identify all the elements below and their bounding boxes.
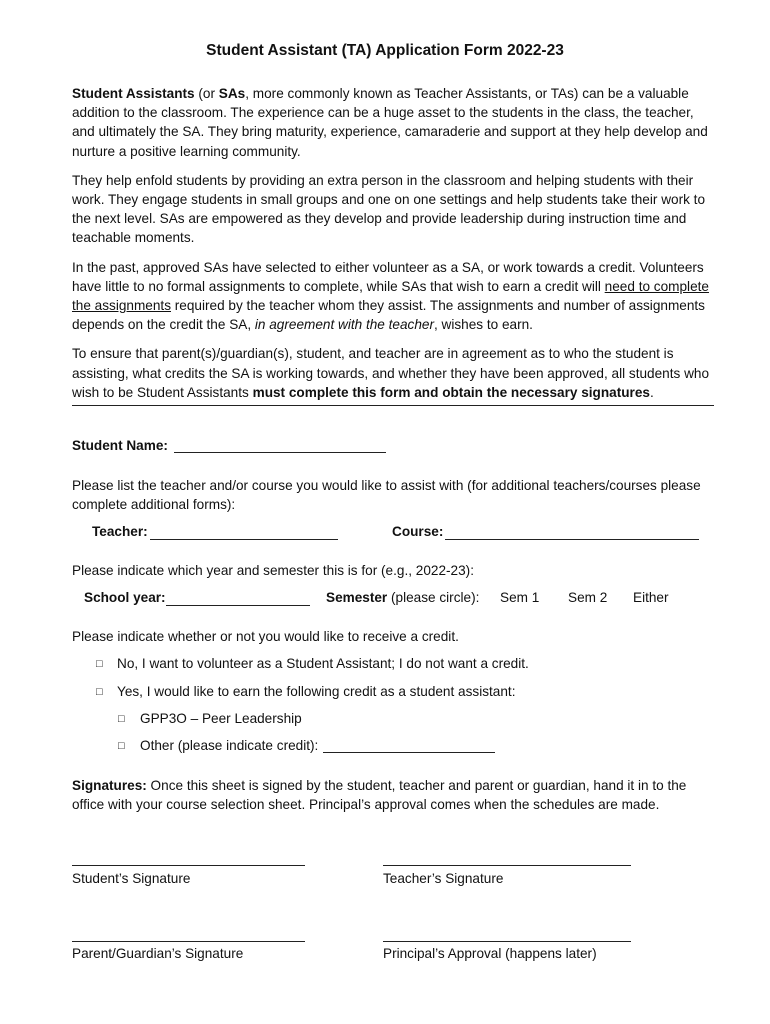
intro-paragraph-1	[72, 84, 712, 161]
intro-paragraph-2: They help enfold students by providing an extra person in the classroom and helping students with their work. They engage students in small groups and one on one settings and help students take their work to the next level. SAs are empowered as they develop and provide leadership during instruction time and teachable moments.	[72, 172, 706, 246]
semester-label-bold: Semester	[326, 590, 388, 605]
credit-instructions: Please indicate whether or not you would like to receive a credit.	[72, 629, 459, 644]
checkbox-other-credit[interactable]: □	[118, 740, 125, 752]
school-year-field[interactable]	[166, 589, 310, 606]
other-credit-field[interactable]	[323, 736, 495, 753]
option-no-credit-label: No, I want to volunteer as a Student Assistant; I do not want a credit.	[117, 656, 529, 671]
year-instructions: Please indicate which year and semester this is for (e.g., 2022-23):	[72, 563, 474, 578]
student-name-field[interactable]	[174, 436, 386, 453]
intro-underlined-text: need to complete the assignments	[72, 278, 709, 314]
checkbox-yes-credit[interactable]: □	[96, 686, 103, 698]
student-name-label: Student Name:	[72, 438, 168, 453]
intro-section	[72, 84, 712, 402]
signatures-label: Signatures:	[72, 778, 147, 793]
intro-text: (or	[194, 86, 219, 101]
intro-text: In the past, approved SAs have selected to either volunteer as a SA, or work towards a credit. Volunteers have little to no formal assignments to complete, while SAs that wish to earn a credit will	[72, 259, 704, 294]
intro-bold-sa: Student Assistants	[72, 86, 195, 101]
teacher-signature-label: Teacher’s Signature	[383, 871, 504, 886]
course-field[interactable]	[445, 523, 699, 540]
intro-paragraph-3	[72, 258, 712, 335]
semester-hint: (please circle):	[387, 590, 480, 605]
intro-bold-text: must complete this form and obtain the necessary signatures	[252, 384, 650, 400]
section-divider	[72, 405, 714, 406]
option-gpp3o-label: GPP3O – Peer Leadership	[140, 711, 302, 726]
teacher-course-instructions: Please list the teacher and/or course you would like to assist with (for additional teachers/courses please complete additional forms):	[72, 478, 701, 513]
semester-label	[326, 590, 479, 605]
semester-option-sem2[interactable]: Sem 2	[568, 590, 608, 605]
student-signature-line[interactable]	[72, 865, 305, 866]
checkbox-no-credit[interactable]: □	[96, 658, 103, 670]
intro-text: required by the teacher whom they assist. The assignments and number of assignments depends on the credit the SA,	[72, 298, 705, 333]
option-yes-credit-label: Yes, I would like to earn the following credit as a student assistant:	[117, 684, 516, 699]
teacher-label: Teacher:	[92, 524, 148, 539]
option-other-credit-label: Other (please indicate credit):	[140, 738, 319, 753]
semester-option-either[interactable]: Either	[633, 590, 669, 605]
student-signature-label: Student’s Signature	[72, 871, 191, 886]
intro-text: , more commonly known as Teacher Assistants, or TAs) can be a valuable addition to the classroom. The experience can be a huge asset to the students in the class, the teacher, and ultimately the SA. They bring maturity, experience, camaraderie and support at they help develop and nurture a positive learning community.	[72, 86, 708, 159]
course-label: Course:	[392, 524, 444, 539]
intro-text: .	[649, 384, 654, 400]
teacher-field[interactable]	[150, 523, 338, 540]
intro-italic-text: in agreement with the teacher	[254, 317, 434, 333]
principal-approval-label: Principal’s Approval (happens later)	[383, 946, 597, 961]
signatures-instructions	[72, 776, 712, 814]
signatures-text: Once this sheet is signed by the student, teacher and parent or guardian, hand it in to the office with your course selection sheet. Principal’s approval comes when the schedules are made.	[72, 778, 687, 813]
checkbox-gpp3o[interactable]: □	[118, 713, 125, 725]
intro-text: , wishes to earn.	[433, 317, 533, 333]
parent-signature-line[interactable]	[72, 941, 305, 942]
semester-option-sem1[interactable]: Sem 1	[500, 590, 540, 605]
parent-signature-label: Parent/Guardian’s Signature	[72, 946, 244, 961]
school-year-label: School year:	[84, 590, 166, 605]
form-title: Student Assistant (TA) Application Form 2022-23	[206, 42, 564, 59]
teacher-signature-line[interactable]	[383, 865, 631, 866]
intro-text: To ensure that parent(s)/guardian(s), student, and teacher are in agreement as to who the student is assisting, what credits the SA is working towards, and whether they have been approved, all students who wish to be Student Assistants	[72, 346, 710, 400]
intro-paragraph-4	[72, 344, 712, 402]
intro-bold-sas: SAs	[218, 86, 246, 101]
principal-approval-line[interactable]	[383, 941, 631, 942]
